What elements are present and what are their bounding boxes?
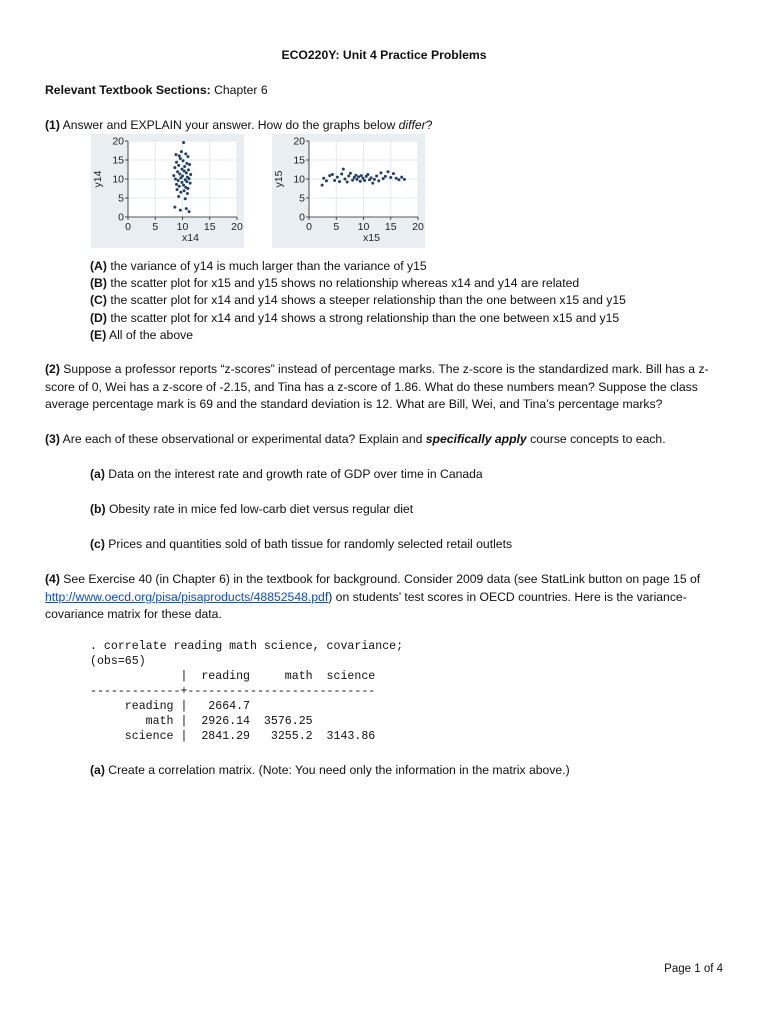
scatter-point — [375, 174, 378, 177]
scatter-point — [389, 176, 392, 179]
y-axis-label: y14 — [92, 170, 104, 188]
oecd-pdf-link[interactable]: http://www.oecd.org/pisa/pisaproducts/48852548.pdf — [45, 589, 329, 604]
code-line: . correlate reading math science, covariance; — [90, 640, 404, 653]
part-b-text: Obesity rate in mice fed low-carb diet versus regular diet — [108, 502, 414, 516]
stata-output — [90, 639, 403, 744]
scatter-point — [186, 192, 189, 195]
y-tick-label: 15 — [293, 154, 305, 167]
scatter-point — [184, 197, 187, 200]
scatter-point — [173, 166, 176, 169]
option-c-text: the scatter plot for x14 and y14 shows a steeper relationship than the one between x15 and y15 — [110, 293, 626, 307]
scatter-point — [351, 179, 354, 182]
scatter-point — [185, 171, 188, 174]
scatter-point — [180, 181, 183, 184]
question-4-part-a — [90, 762, 570, 780]
x-tick-label: 20 — [412, 221, 424, 233]
part-c-letter: (c) — [90, 537, 105, 551]
scatter-point — [321, 184, 324, 187]
scatter-point — [392, 172, 395, 175]
question-4-text: See Exercise 40 (in Chapter 6) in the textbook for background. Consider 2009 data (see StatLink button on page 15 of — [63, 572, 701, 586]
scatter-plot-x14-y14 — [91, 134, 244, 248]
y-tick-label: 10 — [112, 173, 124, 186]
scatter-chart-2 — [272, 134, 425, 248]
part-a-letter: (a) — [90, 467, 105, 481]
question-1-number: (1) — [45, 118, 60, 132]
scatter-point — [403, 178, 406, 181]
scatter-chart-1 — [91, 134, 244, 248]
option-c — [90, 292, 626, 310]
question-2-text: Suppose a professor reports “z-scores” instead of percentage marks. The z-score is the standardized mark. Bill has a z-score of 0, Wei has a z-score of -2.15, and Tina has a z-score of 1.86. What do these numbers mean? Suppose the class average percentage mark is 69 and the standard deviation is 12. What are Bill, Wei, and Tina’s percentage marks? — [45, 362, 709, 411]
scatter-point — [325, 179, 328, 182]
scatter-point — [182, 159, 185, 162]
scatter-point — [179, 176, 182, 179]
scatter-point — [175, 161, 178, 164]
scatter-point — [366, 173, 369, 176]
x-tick-label: 5 — [333, 221, 340, 233]
scatter-point — [179, 191, 182, 194]
option-e — [90, 327, 193, 345]
scatter-point — [370, 176, 373, 179]
question-3-number: (3) — [45, 432, 60, 446]
scatter-point — [185, 180, 188, 183]
relevant-sections-label: Relevant Textbook Sections: — [45, 83, 211, 97]
question-3 — [45, 431, 725, 449]
relevant-sections — [45, 82, 725, 100]
code-line: reading | 2664.7 — [90, 700, 251, 713]
scatter-point — [357, 175, 360, 178]
x-tick-label: 20 — [231, 221, 243, 233]
scatter-point — [363, 179, 366, 182]
option-e-text: All of the above — [108, 328, 193, 342]
scatter-plot-x15-y15 — [272, 134, 425, 248]
option-a-letter: (A) — [90, 259, 107, 273]
scatter-point — [331, 173, 334, 176]
question-4-text-end: ) on students’ test scores in OECD countries. Here is the variance-covariance matrix for these data. — [45, 589, 687, 621]
x-axis-label: x15 — [363, 232, 380, 244]
part-a-text: Data on the interest rate and growth rate of GDP over time in Canada — [108, 467, 483, 481]
part-c-text: Prices and quantities sold of bath tissue for randomly selected retail outlets — [108, 537, 513, 551]
code-line: | reading math science — [90, 670, 376, 683]
scatter-point — [387, 170, 390, 173]
y-tick-label: 5 — [299, 192, 305, 205]
scatter-point — [371, 182, 374, 185]
scatter-point — [188, 210, 191, 213]
scatter-point — [354, 174, 357, 177]
scatter-point — [174, 153, 177, 156]
question-3-emphasis: specifically apply — [425, 432, 527, 446]
scatter-point — [177, 164, 180, 167]
scatter-point — [188, 163, 191, 166]
scatter-point — [359, 180, 362, 183]
scatter-point — [400, 176, 403, 179]
page-number: Page 1 of 4 — [664, 963, 723, 975]
question-1-emphasis: differ — [398, 118, 426, 132]
relevant-sections-value: Chapter 6 — [214, 83, 268, 97]
option-a — [90, 258, 427, 276]
scatter-point — [179, 209, 182, 212]
scatter-point — [373, 178, 376, 181]
scatter-point — [189, 182, 192, 185]
scatter-point — [397, 178, 400, 181]
scatter-point — [187, 168, 190, 171]
scatter-point — [182, 141, 185, 144]
scatter-point — [322, 177, 325, 180]
question-3-part-a — [90, 466, 483, 484]
question-1-text: Answer and EXPLAIN your answer. How do the graphs below — [62, 118, 399, 132]
scatter-point — [189, 173, 192, 176]
scatter-point — [395, 177, 398, 180]
scatter-point — [182, 184, 185, 187]
question-3-part-c — [90, 536, 512, 554]
scatter-point — [340, 173, 343, 176]
page-title: ECO220Y: Unit 4 Practice Problems — [281, 48, 487, 62]
x-tick-label: 10 — [357, 221, 370, 233]
scatter-point — [172, 174, 175, 177]
scatter-point — [384, 175, 387, 178]
code-line: math | 2926.14 3576.25 — [90, 715, 313, 728]
scatter-point — [174, 178, 177, 181]
scatter-point — [379, 171, 382, 174]
scatter-point — [185, 207, 188, 210]
question-4 — [45, 571, 725, 624]
x-tick-label: 10 — [176, 221, 189, 233]
scatter-point — [336, 176, 339, 179]
question-2 — [45, 361, 725, 414]
y-tick-label: 20 — [112, 135, 124, 148]
option-d — [90, 310, 619, 328]
y-tick-label: 0 — [299, 211, 305, 224]
x-tick-label: 0 — [125, 221, 131, 233]
scatter-point — [180, 150, 183, 153]
scatter-point — [188, 177, 191, 180]
scatter-point — [360, 174, 363, 177]
scatter-point — [382, 177, 385, 180]
y-tick-label: 15 — [112, 154, 124, 167]
question-3-part-b — [90, 501, 413, 519]
question-3-text-end: course concepts to each. — [526, 432, 666, 446]
scatter-point — [328, 174, 331, 177]
y-tick-label: 10 — [293, 173, 305, 186]
scatter-point — [349, 172, 352, 175]
scatter-point — [183, 189, 186, 192]
scatter-point — [183, 165, 186, 168]
scatter-point — [186, 155, 189, 158]
scatter-point — [338, 180, 341, 183]
scatter-point — [343, 178, 346, 181]
scatter-point — [173, 206, 176, 209]
x-tick-label: 15 — [203, 221, 216, 233]
option-b-letter: (B) — [90, 276, 107, 290]
option-b — [90, 275, 579, 293]
scatter-point — [175, 183, 178, 186]
option-e-letter: (E) — [90, 328, 107, 342]
code-line: science | 2841.29 3255.2 3143.86 — [90, 730, 376, 743]
scatter-point — [185, 162, 188, 165]
option-a-text: the variance of y14 is much larger than the variance of y15 — [110, 259, 427, 273]
code-line: -------------+--------------------------- — [90, 685, 376, 698]
scatter-point — [377, 179, 380, 182]
option-d-letter: (D) — [90, 311, 107, 325]
code-line: (obs=65) — [90, 655, 146, 668]
q4-part-a-text: Create a correlation matrix. (Note: You need only the information in the matrix above.) — [108, 763, 570, 777]
q4-part-a-letter: (a) — [90, 763, 105, 777]
y-tick-label: 5 — [118, 192, 124, 205]
scatter-point — [176, 170, 179, 173]
scatter-point — [179, 157, 182, 160]
question-1-text-end: ? — [425, 118, 433, 132]
y-tick-label: 20 — [293, 135, 305, 148]
question-4-number: (4) — [45, 572, 60, 586]
scatter-point — [342, 168, 345, 171]
scatter-point — [176, 188, 179, 191]
question-1 — [45, 117, 725, 135]
x-tick-label: 0 — [306, 221, 312, 233]
scatter-point — [347, 174, 350, 177]
scatter-point — [186, 187, 189, 190]
y-axis-label: y15 — [273, 170, 285, 188]
y-tick-label: 0 — [118, 211, 124, 224]
scatter-point — [178, 173, 181, 176]
x-tick-label: 15 — [384, 221, 397, 233]
option-d-text: the scatter plot for x14 and y14 shows a strong relationship than the one between x15 and y15 — [110, 311, 620, 325]
scatter-point — [355, 178, 358, 181]
x-axis-label: x14 — [182, 232, 199, 244]
scatter-point — [177, 195, 180, 198]
scatter-point — [178, 154, 181, 157]
question-3-text: Are each of these observational or experimental data? Explain and — [62, 432, 426, 446]
scatter-point — [346, 181, 349, 184]
scatter-point — [177, 179, 180, 182]
option-c-letter: (C) — [90, 293, 107, 307]
scatter-point — [178, 185, 181, 188]
x-tick-label: 5 — [152, 221, 159, 233]
part-b-letter: (b) — [90, 502, 106, 516]
scatter-point — [184, 152, 187, 155]
option-b-text: the scatter plot for x15 and y15 shows no relationship whereas x14 and y14 are related — [110, 276, 580, 290]
question-2-number: (2) — [45, 362, 60, 376]
scatter-point — [333, 179, 336, 182]
